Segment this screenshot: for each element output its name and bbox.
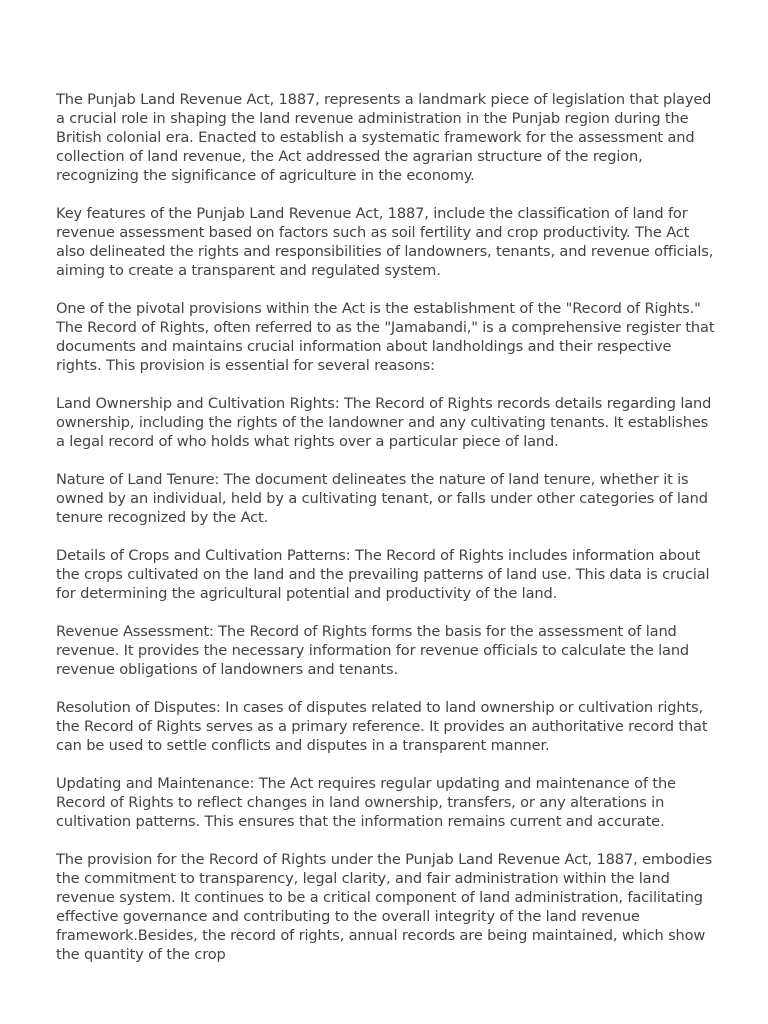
paragraph-conclusion: The provision for the Record of Rights under the Punjab Land Revenue Act, 1887, embodies the commitment to transparency, legal clarity, and fair administration within the land revenue system. It continues to be a critical component of land administration, facilitating effective governance and contributing to the overall integrity of the land revenue framework.Besides, the record of rights, annual records are being maintained, which show the quantity of the crop [56,851,713,963]
paragraph-record-of-rights: One of the pivotal provisions within the Act is the establishment of the "Record of Rights." The Record of Rights, often referred to as the "Jamabandi," is a comprehensive register that documents and maintains crucial information about landholdings and their respective rights. This provision is essential for several reasons: [56,300,715,374]
paragraph-resolution-disputes: Resolution of Disputes: In cases of disputes related to land ownership or cultivation rights, the Record of Rights serves as a primary reference. It provides an authoritative record that can be used to settle conflicts and disputes in a transparent manner. [56,699,708,754]
paragraph-key-features: Key features of the Punjab Land Revenue Act, 1887, include the classification of land for revenue assessment based on factors such as soil fertility and crop productivity. The Act also delineated the rights and responsibilities of landowners, tenants, and revenue officials, aiming to create a transparent and regulated system. [56,205,714,279]
paragraph-intro: The Punjab Land Revenue Act, 1887, represents a landmark piece of legislation that played a crucial role in shaping the land revenue administration in the Punjab region during the British colonial era. Enacted to establish a systematic framework for the assessment and collection of land revenue, the Act addressed the agrarian structure of the region, recognizing the significance of agriculture in the economy. [56,91,712,184]
paragraph-land-ownership: Land Ownership and Cultivation Rights: The Record of Rights records details regarding land ownership, including the rights of the landowner and any cultivating tenants. It establishes a legal record of who holds what rights over a particular piece of land. [56,395,712,450]
paragraph-land-tenure: Nature of Land Tenure: The document delineates the nature of land tenure, whether it is owned by an individual, held by a cultivating tenant, or falls under other categories of land tenure recognized by the Act. [56,471,708,526]
document-page [56,90,716,983]
paragraph-updating-maintenance: Updating and Maintenance: The Act requires regular updating and maintenance of the Record of Rights to reflect changes in land ownership, transfers, or any alterations in cultivation patterns. This ensures that the information remains current and accurate. [56,775,676,830]
paragraph-crops-cultivation: Details of Crops and Cultivation Patterns: The Record of Rights includes information about the crops cultivated on the land and the prevailing patterns of land use. This data is crucial for determining the agricultural potential and productivity of the land. [56,547,710,602]
paragraph-revenue-assessment: Revenue Assessment: The Record of Rights forms the basis for the assessment of land revenue. It provides the necessary information for revenue officials to calculate the land revenue obligations of landowners and tenants. [56,623,690,678]
